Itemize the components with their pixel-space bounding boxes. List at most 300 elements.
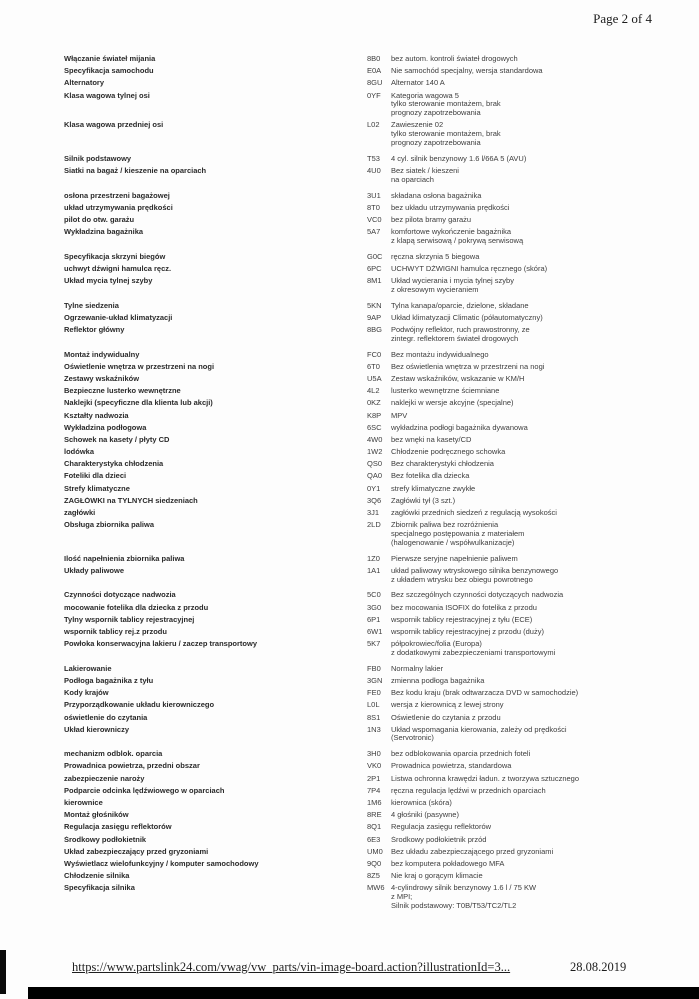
option-code: QA0 — [367, 471, 383, 481]
table-row — [64, 375, 669, 384]
option-label: Podłoga bagażnika z tyłu — [64, 676, 154, 685]
option-label: Specyfikacja samochodu — [64, 67, 154, 76]
option-code: FC0 — [367, 349, 382, 359]
option-code: 5C0 — [367, 590, 381, 600]
option-label: Chłodzenie silnika — [64, 872, 130, 881]
option-description-line: ręczna skrzynia 5 biegowa — [391, 252, 480, 261]
option-description — [391, 823, 669, 832]
option-description — [391, 836, 669, 845]
table-row — [64, 216, 669, 225]
table-row — [64, 253, 669, 262]
option-code: UM0 — [367, 846, 383, 856]
option-label: zagłówki — [64, 509, 96, 518]
option-description — [391, 314, 669, 323]
option-description — [391, 121, 669, 147]
option-code: 8M1 — [367, 276, 382, 286]
option-description-line: bez autom. kontroli świateł drogowych — [391, 55, 518, 63]
option-label: Układy paliwowe — [64, 566, 125, 575]
option-code: T53 — [367, 153, 380, 163]
option-label: Klasa wagowa przedniej osi — [64, 121, 164, 130]
option-description — [391, 79, 669, 88]
table-row — [64, 848, 669, 857]
option-description — [391, 192, 669, 201]
option-description — [391, 412, 669, 421]
option-description-line: Zawieszenie 02 — [391, 121, 444, 130]
table-row — [64, 701, 669, 710]
option-code: MW6 — [367, 883, 385, 893]
option-label: mocowanie fotelika dla dziecka z przodu — [64, 603, 209, 612]
option-code: 4L2 — [367, 386, 380, 396]
option-label: Układ zabezpieczający przed gryzoniami — [64, 847, 209, 856]
option-description-line: Bez montażu indywidualnego — [391, 350, 489, 359]
option-description — [391, 55, 669, 64]
option-description — [391, 811, 669, 820]
option-description-line: Regulacja zasięgu reflektorów — [391, 823, 492, 832]
option-description-line: wersja z kierownicą z lewej strony — [391, 701, 504, 710]
option-description-line: 4 głośniki (pasywne) — [391, 811, 459, 820]
option-label: Układ mycia tylnej szyby — [64, 277, 153, 286]
option-description-line: Środkowy podłokietnik przód — [391, 835, 487, 844]
option-label: ZAGŁÓWKI na TYLNYCH siedzeniach — [64, 496, 198, 505]
option-label: wspornik tablicy rej.z przodu — [64, 627, 167, 636]
option-description-line: układ paliwowy wtryskowego silnika benzynowego — [391, 566, 559, 575]
option-description-line: z dodatkowymi zabezpieczeniami transportowymi — [391, 648, 556, 657]
option-description — [391, 775, 669, 784]
option-label: mechanizm odblok. oparcia — [64, 750, 163, 759]
option-label: Regulacja zasięgu reflektorów — [64, 823, 172, 832]
option-description — [391, 460, 669, 469]
option-code: 6T0 — [367, 361, 380, 371]
option-description — [391, 448, 669, 457]
option-description — [391, 714, 669, 723]
option-description-line: bez wnęki na kasety/CD — [391, 435, 472, 444]
option-description-line: z okresowym wycieraniem — [391, 285, 479, 294]
table-row — [64, 604, 669, 613]
option-label: Kształty nadwozia — [64, 411, 129, 420]
table-row — [64, 521, 669, 547]
option-code: 0Y1 — [367, 483, 381, 493]
option-description — [391, 762, 669, 771]
option-code: 1M6 — [367, 798, 382, 808]
option-code: 8BG — [367, 325, 383, 335]
option-description-line: (Servotronic) — [391, 734, 434, 743]
option-description-line: półpokrowiec/folia (Europa) — [391, 640, 482, 649]
table-row — [64, 326, 669, 344]
option-description-line: wykładzina podłogi bagażnika dywanowa — [391, 423, 528, 432]
option-code: 9AP — [367, 312, 382, 322]
table-row — [64, 55, 669, 64]
option-code: QS0 — [367, 459, 383, 469]
option-description-line: Tylna kanapa/oparcie, dzielone, składane — [391, 301, 529, 310]
option-description — [391, 424, 669, 433]
option-code: FB0 — [367, 663, 381, 673]
option-description-line: tylko sterowanie montażem, brak — [391, 100, 501, 109]
table-row — [64, 302, 669, 311]
footer-url: https://www.partslink24.com/vwag/vw_parts/vin-image-board.action?illustrationId=3... — [72, 960, 511, 974]
table-row — [64, 714, 669, 723]
table-row — [64, 555, 669, 564]
option-label: Tylne siedzenia — [64, 301, 119, 310]
option-label: Lakierowanie — [64, 664, 112, 673]
table-row — [64, 884, 669, 910]
option-description — [391, 216, 669, 225]
option-description-line: Bez fotelika dla dziecka — [391, 472, 470, 481]
option-label: zabezpieczenie naroży — [64, 774, 145, 783]
option-description — [391, 436, 669, 445]
option-code: 5KN — [367, 300, 382, 310]
option-code: 4W0 — [367, 434, 383, 444]
option-description-line: Normalny lakier — [391, 664, 444, 673]
option-description-line: wspornik tablicy rejestracyjnej z tyłu (ECE) — [391, 615, 533, 624]
option-description-line: Układ klimatyzacji Climatic (półautomatyczny) — [391, 313, 543, 322]
option-description-line: Alternator 140 A — [391, 79, 445, 88]
option-description-line: kierownica (skóra) — [391, 799, 452, 808]
option-label: Siatki na bagaż / kieszenie na oparciach — [64, 166, 207, 175]
option-description-line: Chłodzenie podręcznego schowka — [391, 448, 506, 457]
table-row — [64, 314, 669, 323]
option-description — [391, 640, 669, 658]
option-description-line: bez pilota bramy garażu — [391, 215, 472, 224]
option-description — [391, 375, 669, 384]
option-description — [391, 472, 669, 481]
option-description-line: Bez siatek / kieszeni — [391, 166, 459, 175]
option-description-line: Silnik podstawowy: T0B/T53/TC2/TL2 — [391, 901, 517, 910]
option-description-line: komfortowe wykończenie bagażnika — [391, 228, 512, 237]
option-description — [391, 799, 669, 808]
option-description — [391, 567, 669, 585]
option-description — [391, 665, 669, 674]
option-code: 8T0 — [367, 202, 380, 212]
option-label: Prowadnica powietrza, przedni obszar — [64, 762, 200, 771]
option-code: 8GU — [367, 78, 383, 88]
option-description — [391, 555, 669, 564]
option-code: 3U1 — [367, 190, 381, 200]
option-code: 1W2 — [367, 447, 383, 457]
option-description-line: z MPI; — [391, 893, 413, 902]
option-description — [391, 860, 669, 869]
option-description — [391, 591, 669, 600]
table-row — [64, 787, 669, 796]
option-description-line: Zagłówki tył (3 szt.) — [391, 496, 456, 505]
option-description-line: Układ wspomagania kierowania, zależy od prędkości — [391, 725, 567, 734]
option-label: Charakterystyka chłodzenia — [64, 460, 164, 469]
table-row — [64, 726, 669, 744]
table-row — [64, 750, 669, 759]
option-description-line: prognozy zapotrzebowania — [391, 138, 481, 147]
option-code: 3Q6 — [367, 495, 382, 505]
option-code: 1A1 — [367, 565, 381, 575]
option-code: 5K7 — [367, 639, 381, 649]
option-description-line: Podwójny reflektor, ruch prawostronny, ze — [391, 326, 530, 335]
option-code: K8P — [367, 410, 382, 420]
option-label: Oświetlenie wnętrza w przestrzeni na nogi — [64, 362, 215, 371]
option-code: VC0 — [367, 214, 382, 224]
table-row — [64, 204, 669, 213]
option-description — [391, 689, 669, 698]
option-description — [391, 363, 669, 372]
option-description — [391, 265, 669, 274]
option-description — [391, 497, 669, 506]
option-description — [391, 326, 669, 344]
option-description — [391, 509, 669, 518]
option-code: 8Q1 — [367, 822, 382, 832]
option-label: Reflektor główny — [64, 326, 125, 335]
option-description — [391, 92, 669, 118]
table-row — [64, 351, 669, 360]
option-description — [391, 302, 669, 311]
option-description-line: bez komputera pokładowego MFA — [391, 859, 505, 868]
footer-date: 28.08.2019 — [570, 960, 627, 974]
option-description-line: Bez układu zabezpieczającego przed gryzoniami — [391, 847, 554, 856]
option-description — [391, 155, 669, 164]
option-code: 6W1 — [367, 626, 383, 636]
option-code: 9Q0 — [367, 858, 382, 868]
table-row — [64, 387, 669, 396]
option-code: 1Z0 — [367, 553, 380, 563]
option-code: E0A — [367, 66, 382, 76]
option-description-line: zmienna podłoga bagażnika — [391, 676, 485, 685]
table-row — [64, 497, 669, 506]
table-row — [64, 509, 669, 518]
option-description — [391, 701, 669, 710]
option-label: Wyświetlacz wielofunkcyjny / komputer samochodowy — [64, 859, 259, 868]
option-description-line: ręczna regulacja lędźwi w przednich oparciach — [391, 786, 546, 795]
option-description — [391, 167, 669, 185]
option-description-line: (halogenowanie / współwulkanizacje) — [391, 538, 515, 547]
option-description-line: lusterko wewnętrzne ściemniane — [391, 387, 500, 396]
option-description — [391, 604, 669, 613]
option-description-line: Bez kodu kraju (brak odtwarzacza DVD w samochodzie) — [391, 689, 579, 698]
option-description-line: Oświetlenie do czytania z przodu — [391, 713, 501, 722]
option-description-line: Zestaw wskaźników, wskazanie w KM/H — [391, 374, 525, 383]
option-label: Bezpieczne lusterko wewnętrzne — [64, 387, 181, 396]
option-label: Obsługa zbiornika paliwa — [64, 521, 155, 530]
option-label: Klasa wagowa tylnej osi — [64, 91, 150, 100]
option-description — [391, 399, 669, 408]
table-row — [64, 689, 669, 698]
option-label: lodówka — [64, 448, 95, 457]
option-description — [391, 628, 669, 637]
table-row — [64, 228, 669, 246]
option-description-line: z klapą serwisową / pokrywą serwisową — [391, 236, 524, 245]
option-code: 3J1 — [367, 508, 380, 518]
option-description-line: strefy klimatyczne zwykłe — [391, 484, 476, 493]
table-row — [64, 67, 669, 76]
option-label: Powłoka konserwacyjna lakieru / zaczep transportowy — [64, 640, 257, 649]
option-description — [391, 351, 669, 360]
option-description — [391, 204, 669, 213]
table-row — [64, 167, 669, 185]
option-description-line: tylko sterowanie montażem, brak — [391, 130, 501, 139]
option-description — [391, 616, 669, 625]
table-row — [64, 485, 669, 494]
option-description-line: Bez oświetlenia wnętrza w przestrzeni na nogi — [391, 362, 545, 371]
option-label: Zestawy wskaźników — [64, 374, 140, 383]
option-label: pilot do otw. garażu — [64, 215, 135, 224]
option-label: Specyfikacja silnika — [64, 884, 135, 893]
option-label: Alternatory — [64, 79, 105, 88]
option-description — [391, 228, 669, 246]
table-row — [64, 591, 669, 600]
option-label: Czynności dotyczące nadwozia — [64, 591, 176, 600]
table-row — [64, 192, 669, 201]
option-code: 8Z5 — [367, 871, 380, 881]
option-description-line: z układem wtrysku bez obiegu powrotnego — [391, 575, 533, 584]
option-description — [391, 787, 669, 796]
option-description — [391, 750, 669, 759]
table-row — [64, 567, 669, 585]
option-code: VK0 — [367, 761, 382, 771]
option-code: L02 — [367, 120, 380, 130]
option-description — [391, 253, 669, 262]
table-row — [64, 424, 669, 433]
option-code: 7P4 — [367, 785, 381, 795]
option-label: uchwyt dźwigni hamulca ręcz. — [64, 264, 172, 273]
option-code: 3H0 — [367, 749, 381, 759]
table-row — [64, 460, 669, 469]
option-label: Wykładzina podłogowa — [64, 423, 147, 432]
option-description-line: specjalnego postępowania z materiałem — [391, 530, 525, 539]
table-row — [64, 92, 669, 118]
scan-artifact-mark — [0, 950, 6, 994]
option-label: Schowek na kasety / płyty CD — [64, 435, 170, 444]
option-description-line: bez mocowania ISOFIX do fotelika z przodu — [391, 603, 537, 612]
option-description-line: Kategoria wagowa 5 — [391, 91, 459, 100]
option-code: 1N3 — [367, 724, 381, 734]
option-code: 3G0 — [367, 602, 382, 612]
table-row — [64, 799, 669, 808]
option-description-line: Zbiornik paliwa bez rozróżnienia — [391, 521, 499, 530]
option-code: 6SC — [367, 422, 382, 432]
option-label: Podparcie odcinka lędźwiowego w oparciach — [64, 786, 225, 795]
table-row — [64, 399, 669, 408]
option-description-line: Bez szczególnych czynności dotyczących nadwozia — [391, 591, 564, 600]
option-description — [391, 521, 669, 547]
option-label: Kody krajów — [64, 689, 109, 698]
option-description-line: składana osłona bagażnika — [391, 191, 482, 200]
option-description-line: naklejki w wersje akcyjne (specjalne) — [391, 399, 514, 408]
option-code: 0KZ — [367, 398, 381, 408]
option-description-line: Prowadnica powietrza, standardowa — [391, 762, 512, 771]
option-description-line: zagłówki przednich siedzeń z regulacją wysokości — [391, 509, 557, 518]
table-row — [64, 121, 669, 147]
option-description-line: zintegr. reflektorem świateł drogowych — [391, 334, 519, 343]
option-description-line: 4 cyl. silnik benzynowy 1.6 l/66A 5 (AVU) — [391, 154, 527, 163]
option-description — [391, 848, 669, 857]
option-description — [391, 884, 669, 910]
option-description-line: na oparciach — [391, 175, 434, 184]
option-label: Specyfikacja skrzyni biegów — [64, 252, 166, 261]
option-label: Układ kierowniczy — [64, 725, 130, 734]
option-description-line: prognozy zapotrzebowania — [391, 109, 481, 118]
table-row — [64, 363, 669, 372]
table-row — [64, 628, 669, 637]
option-description-line: bez układu utrzymywania prędkości — [391, 203, 510, 212]
option-label: Tylny wspornik tablicy rejestracyjnej — [64, 615, 195, 624]
option-code: 5A7 — [367, 227, 381, 237]
table-row — [64, 665, 669, 674]
table-row — [64, 811, 669, 820]
option-label: Montaż indywidualny — [64, 350, 140, 359]
table-row — [64, 448, 669, 457]
option-code: G0C — [367, 251, 383, 261]
option-code: 8RE — [367, 810, 382, 820]
option-description-line: UCHWYT DŹWIGNI hamulca ręcznego (skóra) — [391, 264, 548, 273]
option-description-line: Nie kraj o gorącym klimacie — [391, 872, 483, 881]
option-label: Przyporządkowanie układu kierowniczego — [64, 701, 215, 710]
table-row — [64, 860, 669, 869]
option-description — [391, 387, 669, 396]
option-label: Ogrzewanie-układ klimatyzacji — [64, 313, 173, 322]
table-row — [64, 155, 669, 164]
option-label: kierownice — [64, 799, 103, 808]
option-label: oświetlenie do czytania — [64, 713, 148, 722]
option-description — [391, 726, 669, 744]
option-code: 2P1 — [367, 773, 381, 783]
table-row — [64, 412, 669, 421]
option-label: Ilość napełnienia zbiornika paliwa — [64, 554, 185, 563]
option-label: Włączanie świateł mijania — [64, 55, 156, 63]
option-description-line: Nie samochód specjalny, wersja standardowa — [391, 67, 543, 76]
table-row — [64, 775, 669, 784]
option-description-line: Bez charakterystyki chłodzenia — [391, 460, 494, 469]
table-row — [64, 836, 669, 845]
option-label: układ utrzymywania prędkości — [64, 203, 173, 212]
scan-artifact-bar — [28, 987, 699, 999]
table-row — [64, 277, 669, 295]
option-label: Naklejki (specyficzne dla klienta lub akcji) — [64, 399, 213, 408]
option-label: Środkowy podłokietnik — [64, 835, 147, 844]
option-description-line: Pierwsze seryjne napełnienie paliwem — [391, 554, 518, 563]
table-row — [64, 265, 669, 274]
option-code: 4U0 — [367, 165, 381, 175]
table-row — [64, 472, 669, 481]
option-code: L0L — [367, 700, 380, 710]
option-code: FE0 — [367, 688, 381, 698]
option-code: 8S1 — [367, 712, 381, 722]
table-row — [64, 640, 669, 658]
option-code: 8B0 — [367, 54, 381, 63]
option-label: Montaż głośników — [64, 811, 129, 820]
option-code: 3GN — [367, 675, 383, 685]
equipment-list — [64, 55, 669, 914]
option-code: 6E3 — [367, 834, 381, 844]
table-row — [64, 79, 669, 88]
option-label: Strefy klimatyczne — [64, 484, 130, 493]
table-row — [64, 762, 669, 771]
option-description — [391, 67, 669, 76]
option-code: U5A — [367, 373, 382, 383]
table-row — [64, 616, 669, 625]
option-description-line: MPV — [391, 411, 408, 420]
option-description-line: 4-cylindrowy silnik benzynowy 1.6 l / 75 KW — [391, 884, 537, 893]
option-code: 2LD — [367, 520, 381, 530]
option-description — [391, 872, 669, 881]
page-number: Page 2 of 4 — [593, 11, 652, 26]
option-description — [391, 485, 669, 494]
option-label: Silnik podstawowy — [64, 154, 132, 163]
option-label: Foteliki dla dzieci — [64, 472, 127, 481]
table-row — [64, 872, 669, 881]
option-code: 6PC — [367, 263, 382, 273]
option-description-line: wspornik tablicy rejestracyjnej z przodu (duży) — [391, 627, 544, 636]
table-row — [64, 677, 669, 686]
option-description-line: bez odblokowania oparcia przednich foteli — [391, 750, 531, 759]
option-description — [391, 677, 669, 686]
option-code: 0YF — [367, 90, 381, 100]
option-label: osłona przestrzeni bagażowej — [64, 191, 170, 200]
option-description-line: Listwa ochronna krawędzi ładun. z tworzywa sztucznego — [391, 774, 580, 783]
